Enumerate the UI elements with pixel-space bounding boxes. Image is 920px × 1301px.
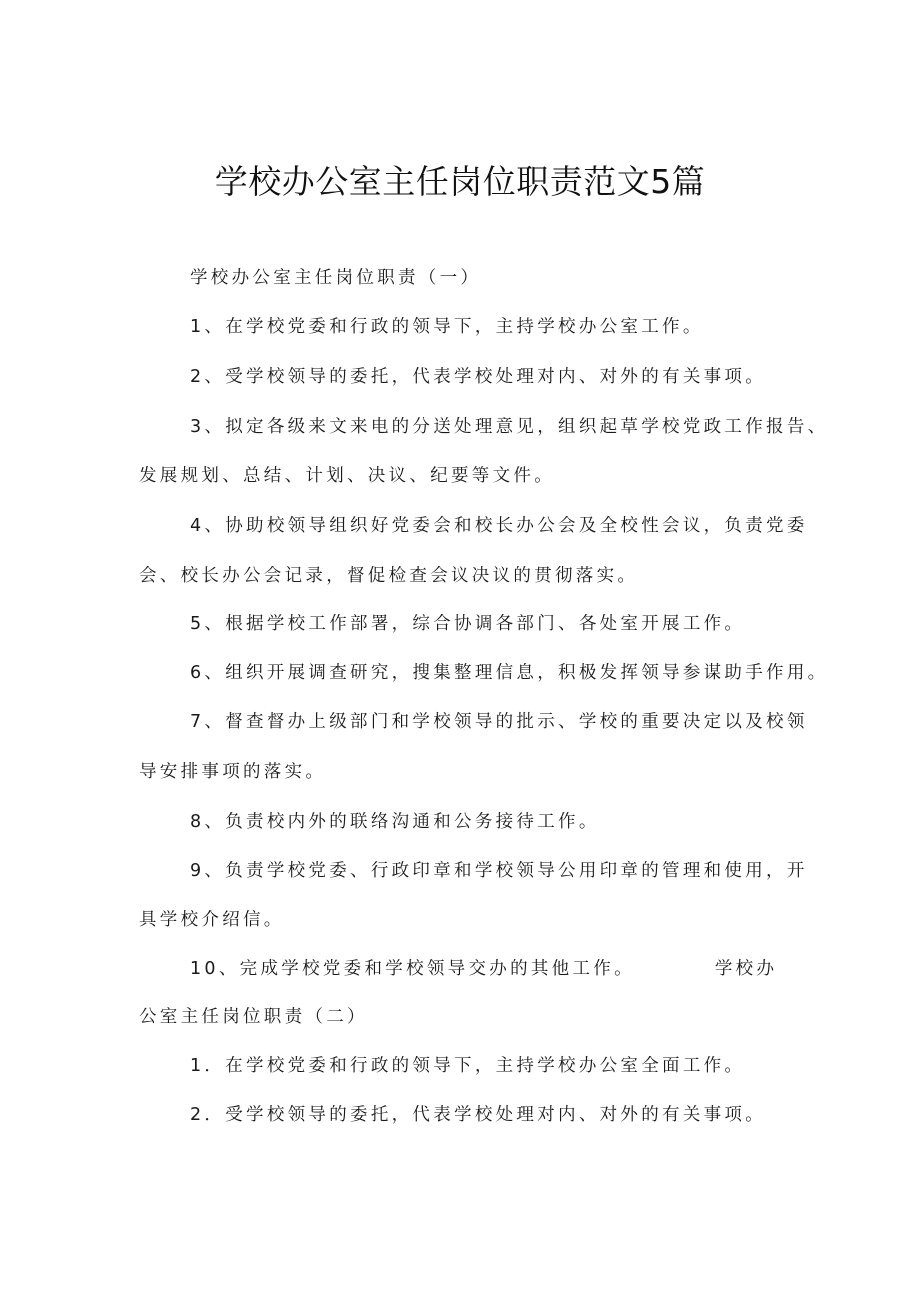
paragraph-line: 9、负责学校党委、行政印章和学校领导公用印章的管理和使用，开 [190, 861, 808, 881]
paragraph-line: 具学校介绍信。 [139, 910, 285, 930]
section-heading: 学校办公室主任岗位职责（一） [190, 268, 482, 288]
paragraph-line [190, 956, 777, 982]
paragraph-line: 1．在学校党委和行政的领导下，主持学校办公室全面工作。 [190, 1056, 746, 1076]
paragraph-line: 发展规划、总结、计划、决议、纪要等文件。 [139, 466, 555, 486]
document-title: 学校办公室主任岗位职责范文5篇 [214, 162, 706, 201]
paragraph-line: 1、在学校党委和行政的领导下，主持学校办公室工作。 [190, 317, 704, 337]
paragraph-line: 2．受学校领导的委托，代表学校处理对内、对外的有关事项。 [190, 1105, 767, 1125]
section-heading-part: 学校办 [714, 959, 778, 979]
paragraph-line: 6、组织开展调查研究，搜集整理信息，积极发挥领导参谋助手作用。 [190, 663, 829, 683]
paragraph-line: 会、校长办公会记录，督促检查会议决议的贯彻落实。 [139, 566, 639, 586]
paragraph-line: 导安排事项的落实。 [139, 762, 327, 782]
paragraph-line: 2、受学校领导的委托，代表学校处理对内、对外的有关事项。 [190, 367, 767, 387]
item-10-text: 10、完成学校党委和学校领导交办的其他工作。 [190, 959, 635, 979]
paragraph-line: 3、拟定各级来文来电的分送处理意见，组织起草学校党政工作报告、 [190, 417, 829, 437]
paragraph-line: 5、根据学校工作部署，综合协调各部门、各处室开展工作。 [190, 614, 746, 634]
section-heading: 公室主任岗位职责（二） [139, 1007, 368, 1027]
paragraph-line: 8、负责校内外的联络沟通和公务接待工作。 [190, 812, 600, 832]
paragraph-line: 4、协助校领导组织好党委会和校长办公会及全校性会议，负责党委 [190, 516, 808, 536]
paragraph-line: 7、督查督办上级部门和学校领导的批示、学校的重要决定以及校领 [190, 712, 808, 732]
